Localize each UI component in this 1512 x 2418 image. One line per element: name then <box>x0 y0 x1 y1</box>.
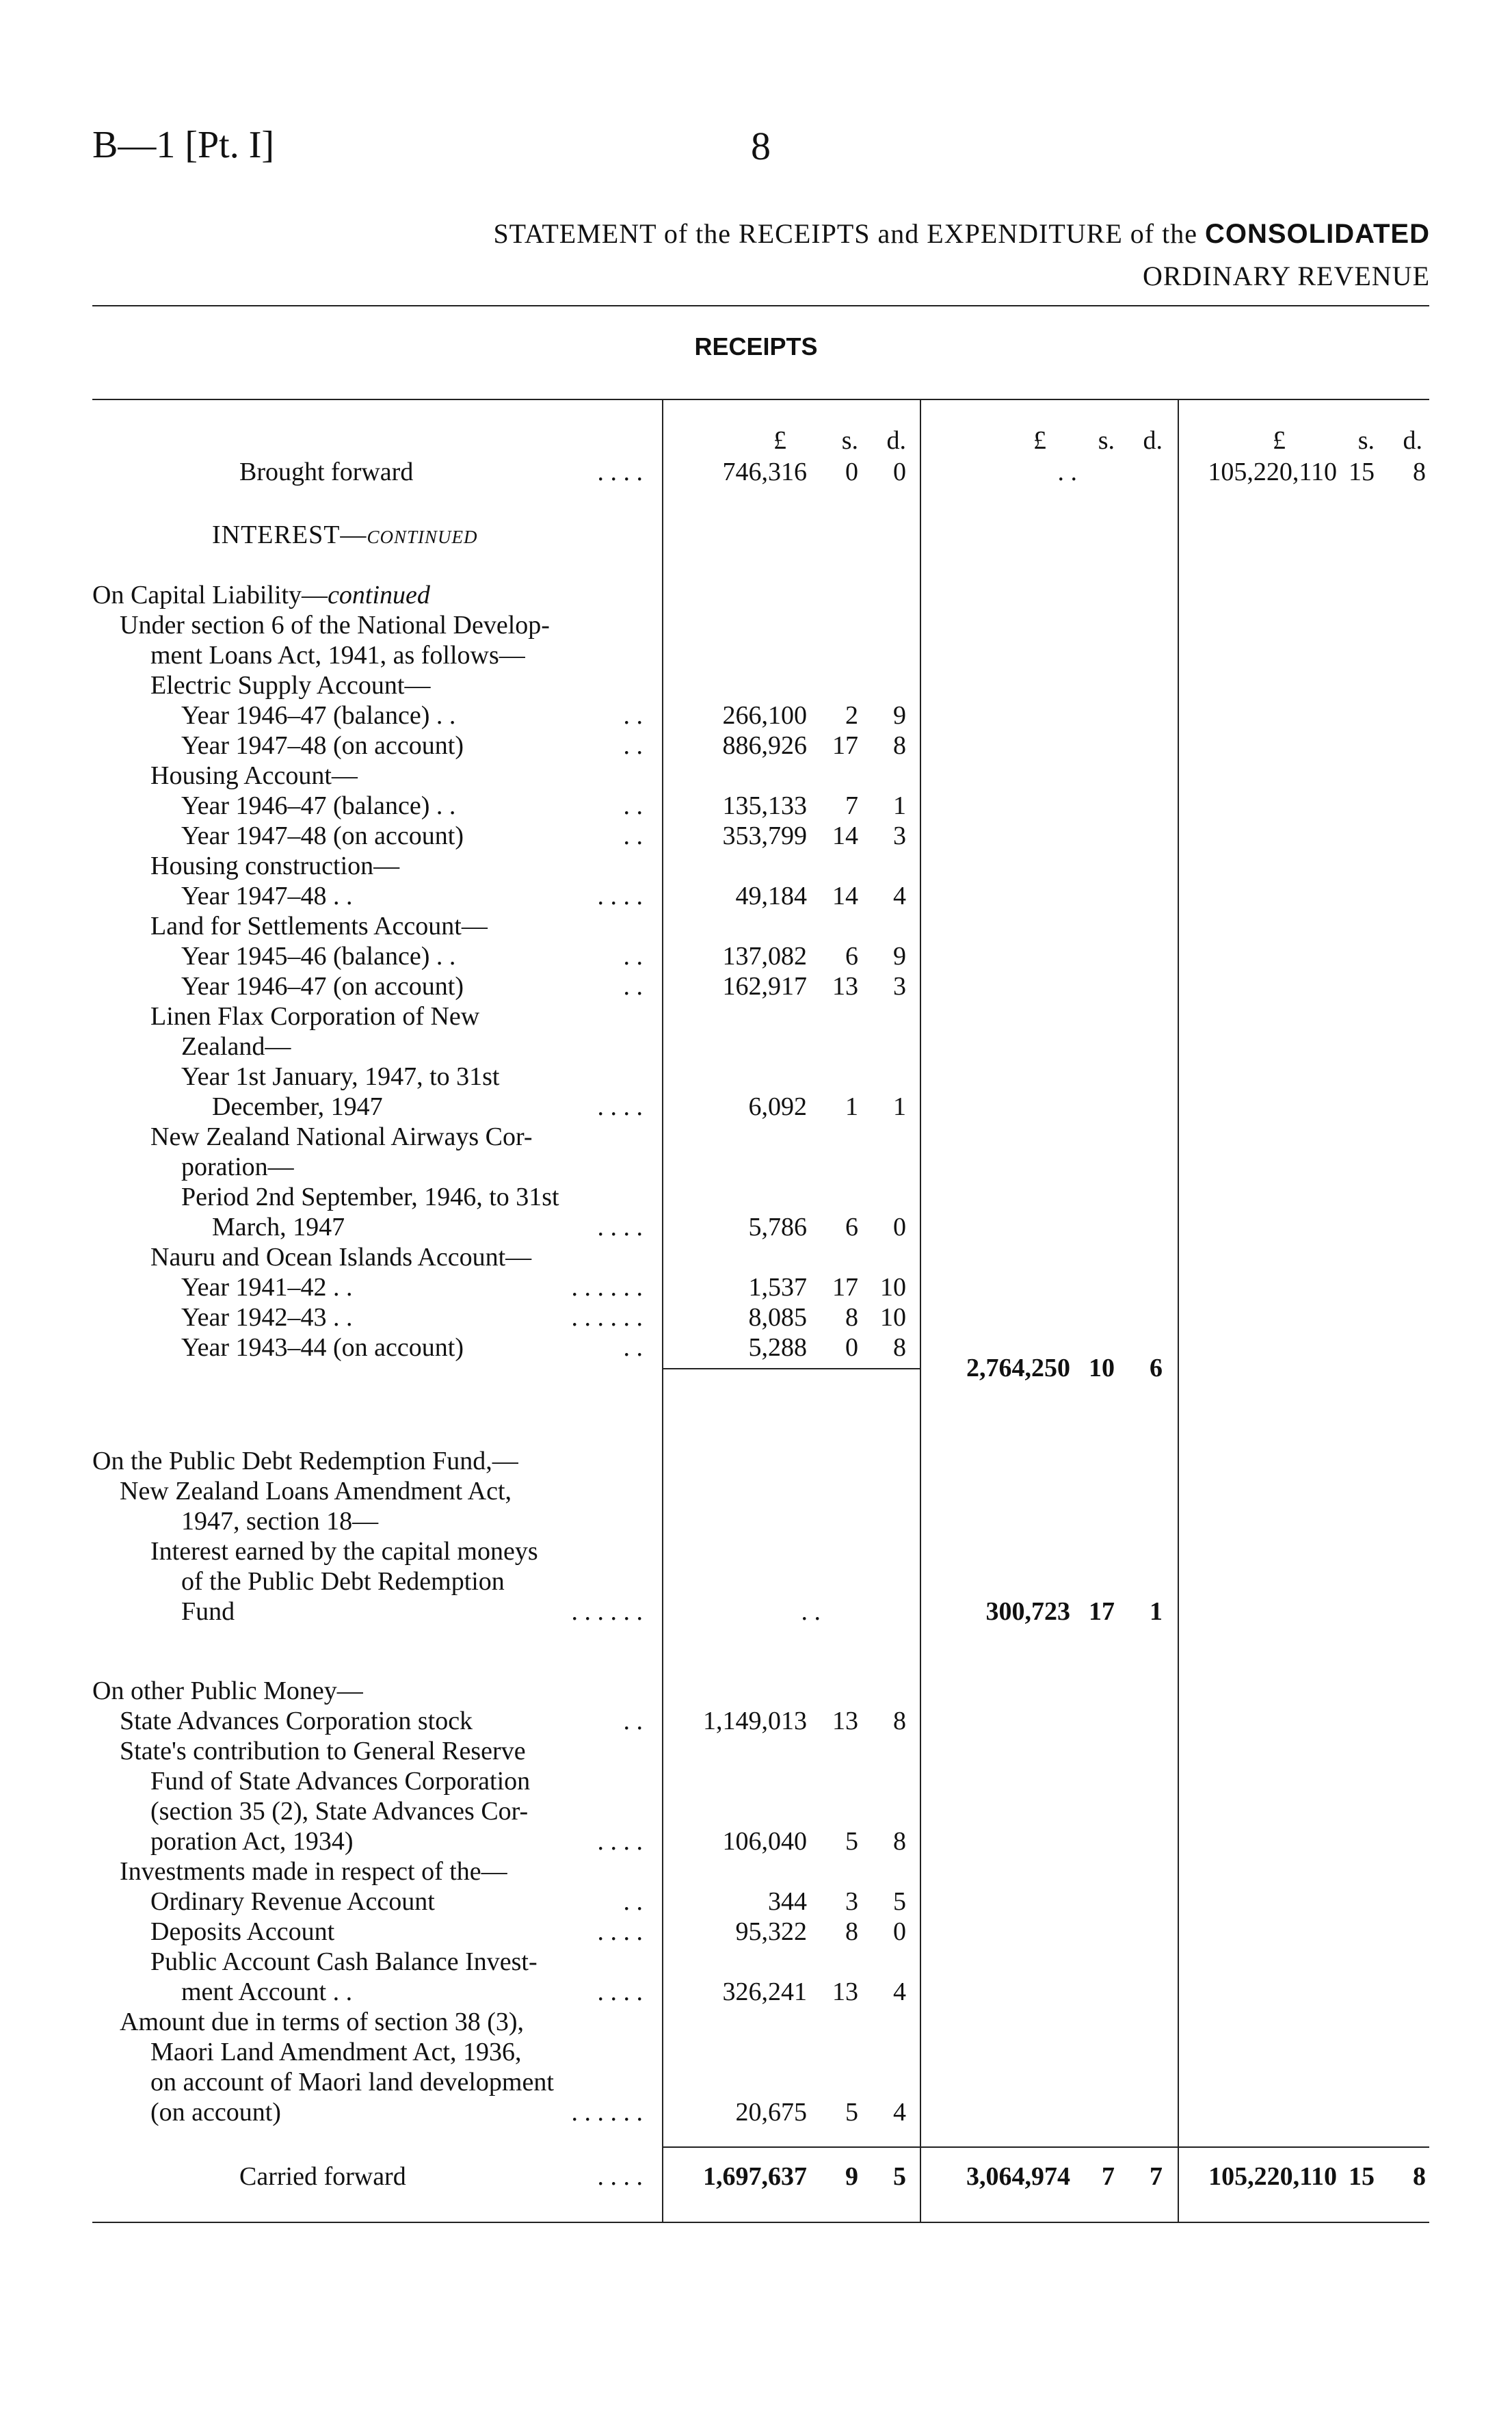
leader-dots: . . . . <box>597 882 643 910</box>
c1-amount-shillings: 13 <box>832 972 858 1001</box>
row-description: (on account) <box>150 2098 281 2127</box>
leader-dots: . . <box>623 942 643 971</box>
row-description: poration Act, 1934) <box>150 1827 354 1856</box>
c1-amount-shillings: 9 <box>845 2162 858 2191</box>
row-description: Fund of State Advances Corporation <box>150 1767 531 1796</box>
c1-amount-pounds: 95,322 <box>735 1917 807 1946</box>
c3-amount-shillings: 15 <box>1349 458 1375 486</box>
section-heading: RECEIPTS <box>694 332 818 360</box>
c1-amount-shillings: 14 <box>832 822 858 850</box>
row-description: Year 1946–47 (balance) . . <box>181 701 456 730</box>
col1-pound-heading: £ <box>773 426 786 455</box>
row-description: State Advances Corporation stock <box>120 1707 473 1735</box>
c1-placeholder-dots: . . <box>801 1597 821 1626</box>
row-description: New Zealand Loans Amendment Act, <box>120 1477 512 1506</box>
row-description: on account of Maori land development <box>150 2068 554 2097</box>
row-description: Land for Settlements Account— <box>150 912 488 941</box>
col1-d-heading: d. <box>886 426 906 455</box>
row-description: ment Account . . <box>181 1977 353 2006</box>
c2-placeholder-dots: . . <box>1057 458 1077 486</box>
c1-amount-pounds: 6,092 <box>748 1092 807 1121</box>
c1-amount-pounds: 266,100 <box>722 701 807 730</box>
leader-dots: . . . . <box>597 1827 643 1856</box>
leader-dots: . . . . . . <box>571 2098 643 2127</box>
c1-amount-pounds: 137,082 <box>722 942 807 971</box>
statement-title <box>493 218 1430 250</box>
row-description: 1947, section 18— <box>181 1507 379 1536</box>
c3-amount-pounds: 105,220,110 <box>1208 2162 1337 2191</box>
row-description: On Capital Liability—continued <box>92 581 430 609</box>
statement-title-prefix: STATEMENT of the RECEIPTS and EXPENDITURE of the <box>493 218 1197 249</box>
leader-dots: . . <box>623 731 643 760</box>
col1-s-heading: s. <box>841 426 858 455</box>
col2-s-heading: s. <box>1098 426 1115 455</box>
c1-amount-pounds: 8,085 <box>748 1303 807 1332</box>
leader-dots: . . . . . . <box>571 1597 643 1626</box>
row-description: Brought forward <box>239 458 414 486</box>
row-description: (section 35 (2), State Advances Cor- <box>150 1797 529 1826</box>
c1-amount-pounds: 1,149,013 <box>703 1707 807 1735</box>
col2-pound-heading: £ <box>1033 426 1046 455</box>
c1-amount-pence: 8 <box>893 731 906 760</box>
row-description: Electric Supply Account— <box>150 671 431 700</box>
c1-amount-pounds: 1,537 <box>748 1273 807 1302</box>
row-description: Housing Account— <box>150 761 358 790</box>
c1-amount-shillings: 2 <box>845 701 858 730</box>
leader-dots: . . <box>623 822 643 850</box>
c1-amount-pounds: 5,288 <box>748 1333 807 1362</box>
c2-amount-pounds: 300,723 <box>985 1597 1070 1626</box>
c1-amount-pounds: 135,133 <box>722 791 807 820</box>
row-description: poration— <box>181 1153 294 1181</box>
c2-amount-shillings: 7 <box>1102 2162 1115 2191</box>
c1-amount-pounds: 353,799 <box>722 822 807 850</box>
table-top-rule <box>92 399 1429 400</box>
c1-amount-pence: 9 <box>893 701 906 730</box>
row-description: Maori Land Amendment Act, 1936, <box>150 2038 522 2066</box>
c1-amount-shillings: 8 <box>845 1303 858 1332</box>
leader-dots: . . <box>623 791 643 820</box>
c1-amount-pence: 3 <box>893 822 906 850</box>
row-description: Deposits Account <box>150 1917 335 1946</box>
c1-amount-pounds: 162,917 <box>722 972 807 1001</box>
row-description: Year 1946–47 (balance) . . <box>181 791 456 820</box>
c1-amount-pence: 0 <box>893 458 906 486</box>
row-description: State's contribution to General Reserve <box>120 1737 526 1765</box>
row-description: Year 1942–43 . . <box>181 1303 353 1332</box>
row-description-italic: continued <box>367 521 478 549</box>
c1-amount-pence: 3 <box>893 972 906 1001</box>
c1-amount-pounds: 49,184 <box>735 882 807 910</box>
leader-dots: . . <box>623 1887 643 1916</box>
column-separator-3 <box>1178 399 1179 2222</box>
row-description: New Zealand National Airways Cor- <box>150 1122 533 1151</box>
row-description: Year 1947–48 . . <box>181 882 353 910</box>
row-description: Zealand— <box>181 1032 291 1061</box>
c1-amount-shillings: 1 <box>845 1092 858 1121</box>
c2-amount-pence: 1 <box>1150 1597 1163 1626</box>
c2-amount-pence: 6 <box>1150 1354 1163 1382</box>
c1-amount-pounds: 344 <box>768 1887 807 1916</box>
row-description: Period 2nd September, 1946, to 31st <box>181 1183 559 1211</box>
row-description: ment Loans Act, 1941, as follows— <box>150 641 525 670</box>
leader-dots: . . . . <box>597 458 643 486</box>
col1-subtotal-rule-2 <box>662 2146 921 2148</box>
row-description: Under section 6 of the National Develop- <box>120 611 550 640</box>
leader-dots: . . <box>623 701 643 730</box>
row-description: of the Public Debt Redemption <box>181 1567 505 1596</box>
row-description: Year 1947–48 (on account) <box>181 822 464 850</box>
leader-dots: . . . . <box>597 2162 643 2191</box>
c1-amount-pence: 5 <box>893 1887 906 1916</box>
c1-amount-pence: 8 <box>893 1827 906 1856</box>
c1-amount-shillings: 17 <box>832 1273 858 1302</box>
leader-dots: . . . . . . <box>571 1303 643 1332</box>
title-rule <box>92 305 1429 306</box>
row-description: Ordinary Revenue Account <box>150 1887 435 1916</box>
statement-title-line2: ORDINARY REVENUE <box>1142 261 1430 291</box>
row-description: Year 1st January, 1947, to 31st <box>181 1062 500 1091</box>
row-description: Public Account Cash Balance Invest- <box>150 1947 538 1976</box>
row-description: Year 1943–44 (on account) <box>181 1333 464 1362</box>
row-description: Linen Flax Corporation of New <box>150 1002 480 1031</box>
col3-s-heading: s. <box>1357 426 1375 455</box>
row-description: December, 1947 <box>212 1092 383 1121</box>
col3-subtotal-rule <box>1178 2146 1429 2148</box>
row-description: Year 1946–47 (on account) <box>181 972 464 1001</box>
column-separator-2 <box>920 399 921 2222</box>
row-description: Year 1945–46 (balance) . . <box>181 942 456 971</box>
row-description: Year 1941–42 . . <box>181 1273 353 1302</box>
c2-amount-shillings: 17 <box>1089 1597 1115 1626</box>
c1-amount-pounds: 326,241 <box>722 1977 807 2006</box>
row-description: Investments made in respect of the— <box>120 1857 507 1886</box>
c1-amount-pence: 5 <box>893 2162 906 2191</box>
c1-amount-pence: 8 <box>893 1707 906 1735</box>
c1-amount-shillings: 13 <box>832 1977 858 2006</box>
leader-dots: . . . . <box>597 1917 643 1946</box>
col3-d-heading: d. <box>1403 426 1422 455</box>
row-description: Housing construction— <box>150 852 400 880</box>
row-description: Amount due in terms of section 38 (3), <box>120 2008 525 2036</box>
table-bottom-rule <box>92 2222 1429 2223</box>
document-reference: B—1 [Pt. I] <box>92 124 274 166</box>
c1-amount-pence: 0 <box>893 1917 906 1946</box>
c1-amount-shillings: 6 <box>845 942 858 971</box>
col2-d-heading: d. <box>1143 426 1163 455</box>
c1-amount-pence: 10 <box>880 1303 906 1332</box>
leader-dots: . . . . <box>597 1977 643 2006</box>
col1-subtotal-rule-1 <box>662 1368 921 1369</box>
col3-pound-heading: £ <box>1273 426 1286 455</box>
c1-amount-pence: 4 <box>893 2098 906 2127</box>
c1-amount-pence: 1 <box>893 1092 906 1121</box>
c1-amount-pounds: 1,697,637 <box>703 2162 807 2191</box>
row-description: Year 1947–48 (on account) <box>181 731 464 760</box>
row-description: On the Public Debt Redemption Fund,— <box>92 1447 518 1475</box>
c1-amount-shillings: 14 <box>832 882 858 910</box>
c1-amount-pence: 1 <box>893 791 906 820</box>
c1-amount-shillings: 5 <box>845 1827 858 1856</box>
row-description: Carried forward <box>239 2162 406 2191</box>
c1-amount-pence: 0 <box>893 1213 906 1241</box>
c1-amount-shillings: 6 <box>845 1213 858 1241</box>
c1-amount-pounds: 106,040 <box>722 1827 807 1856</box>
c2-amount-pounds: 2,764,250 <box>966 1354 1070 1382</box>
c1-amount-shillings: 17 <box>832 731 858 760</box>
col2-subtotal-rule <box>920 2146 1179 2148</box>
page-number: 8 <box>751 124 771 168</box>
c3-amount-pence: 8 <box>1413 458 1426 486</box>
c1-amount-pence: 4 <box>893 1977 906 2006</box>
c1-amount-pounds: 20,675 <box>735 2098 807 2127</box>
c1-amount-pence: 9 <box>893 942 906 971</box>
c3-amount-pence: 8 <box>1413 2162 1426 2191</box>
row-description-italic: continued <box>328 581 430 609</box>
c1-amount-shillings: 3 <box>845 1887 858 1916</box>
row-description: Interest earned by the capital moneys <box>150 1537 538 1566</box>
leader-dots: . . . . <box>597 1092 643 1121</box>
leader-dots: . . . . <box>597 1213 643 1241</box>
c2-amount-pence: 7 <box>1150 2162 1163 2191</box>
row-description: INTEREST—continued <box>212 521 478 549</box>
c3-amount-shillings: 15 <box>1349 2162 1375 2191</box>
c1-amount-pounds: 746,316 <box>722 458 807 486</box>
c3-amount-pounds: 105,220,110 <box>1208 458 1337 486</box>
c1-amount-shillings: 0 <box>845 1333 858 1362</box>
leader-dots: . . <box>623 972 643 1001</box>
statement-title-bold: CONSOLIDATED <box>1204 219 1430 249</box>
c1-amount-shillings: 5 <box>845 2098 858 2127</box>
leader-dots: . . . . . . <box>571 1273 643 1302</box>
row-description: On other Public Money— <box>92 1677 363 1705</box>
c1-amount-pounds: 5,786 <box>748 1213 807 1241</box>
leader-dots: . . <box>623 1333 643 1362</box>
c1-amount-pence: 4 <box>893 882 906 910</box>
c1-amount-shillings: 7 <box>845 791 858 820</box>
leader-dots: . . <box>623 1707 643 1735</box>
row-description: March, 1947 <box>212 1213 345 1241</box>
c1-amount-shillings: 13 <box>832 1707 858 1735</box>
c1-amount-shillings: 0 <box>845 458 858 486</box>
c1-amount-pounds: 886,926 <box>722 731 807 760</box>
c1-amount-pence: 8 <box>893 1333 906 1362</box>
c2-amount-shillings: 10 <box>1089 1354 1115 1382</box>
row-description: Fund <box>181 1597 235 1626</box>
c1-amount-pence: 10 <box>880 1273 906 1302</box>
c2-amount-pounds: 3,064,974 <box>966 2162 1070 2191</box>
row-description: Nauru and Ocean Islands Account— <box>150 1243 532 1272</box>
c1-amount-shillings: 8 <box>845 1917 858 1946</box>
